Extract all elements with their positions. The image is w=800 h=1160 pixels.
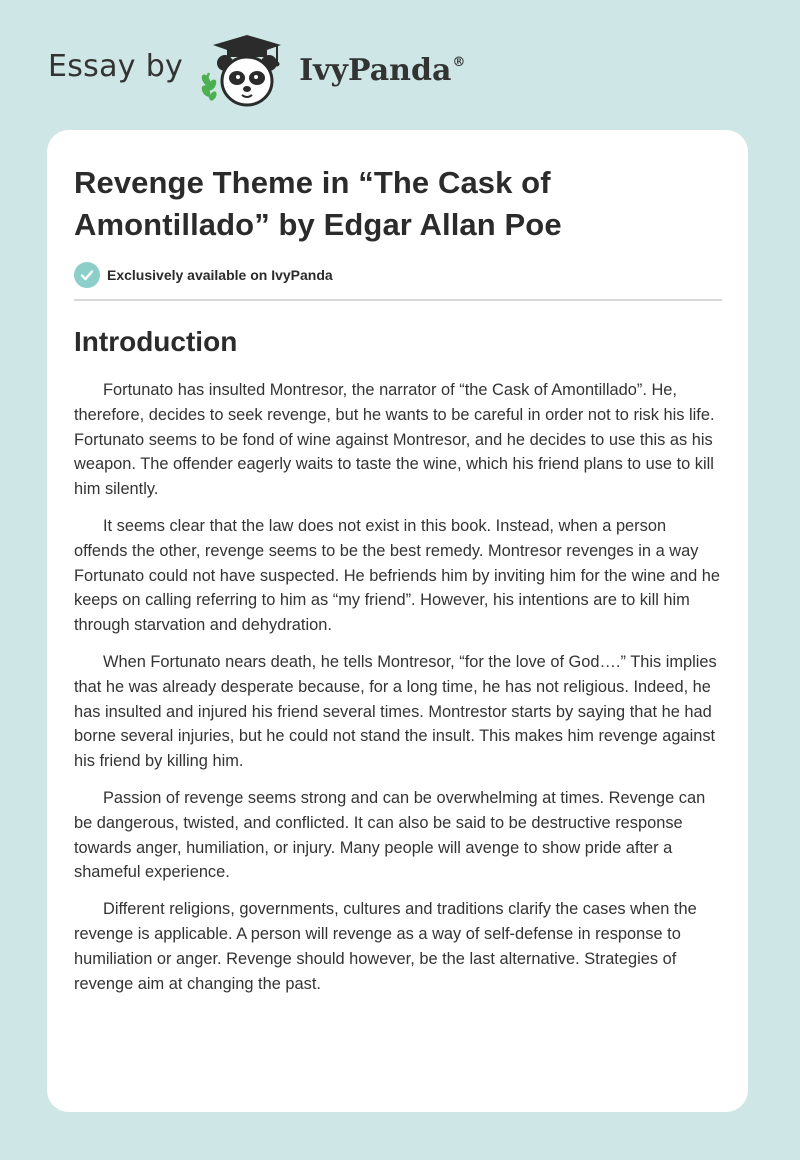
paragraph: It seems clear that the law does not exist in this book. Instead, when a person offends the other, revenge seems to be the best remedy. Montresor revenges in a way Fortunato could not have suspected. He befriends him by inviting him for the wine and he keeps on calling referring to him as “my friend”. However, his intentions are to kill him through starvation and dehydration. [74, 516, 720, 635]
exclusive-badge [74, 262, 722, 301]
paragraph: When Fortunato nears death, he tells Montresor, “for the love of God….” This implies that he was already desperate because, for a long time, he has not religious. Indeed, he has insulted and injured his friend several times. Montrestor starts by saying that he had borne several injuries, but he could not stand the insult. This makes him revenge against his friend by killing him. [74, 652, 717, 771]
essay-card [47, 130, 748, 1112]
brand-name[interactable]: IvyPanda® [299, 52, 466, 88]
page-title: Revenge Theme in “The Cask of Amontillado” by Edgar Allan Poe [74, 165, 562, 242]
essay-by-label: Essay by [48, 48, 184, 84]
site-header [48, 32, 748, 112]
registered-mark: ® [452, 54, 466, 70]
essay-body [74, 378, 722, 996]
paragraph: Fortunato has insulted Montresor, the narrator of “the Cask of Amontillado”. He, therefore, decides to seek revenge, but he wants to be careful in order not to risk his life. Fortunato seems to be fond of wine against Montresor, and he decides to use this as his weapon. The offender eagerly waits to taste the wine, which his friend plans to use to kill him silently. [74, 381, 715, 499]
panda-logo-icon[interactable] [197, 33, 295, 111]
section-heading: Introduction [74, 326, 238, 357]
paragraph: Different religions, governments, cultures and traditions clarify the cases when the revenge is applicable. A person will revenge as a way of self-defense in response to humiliation or anger. Revenge should however, be the last alternative. Strategies of revenge aim at changing the past. [74, 900, 697, 993]
badge-label: Exclusively available on IvyPanda [107, 267, 333, 283]
paragraph: Passion of revenge seems strong and can be overwhelming at times. Revenge can be dangerous, twisted, and conflicted. It can also be said to be destructive response towards anger, humiliation, or injury. Many people will avenge to show pride after a shameful experience. [74, 788, 706, 882]
check-icon [74, 262, 100, 288]
